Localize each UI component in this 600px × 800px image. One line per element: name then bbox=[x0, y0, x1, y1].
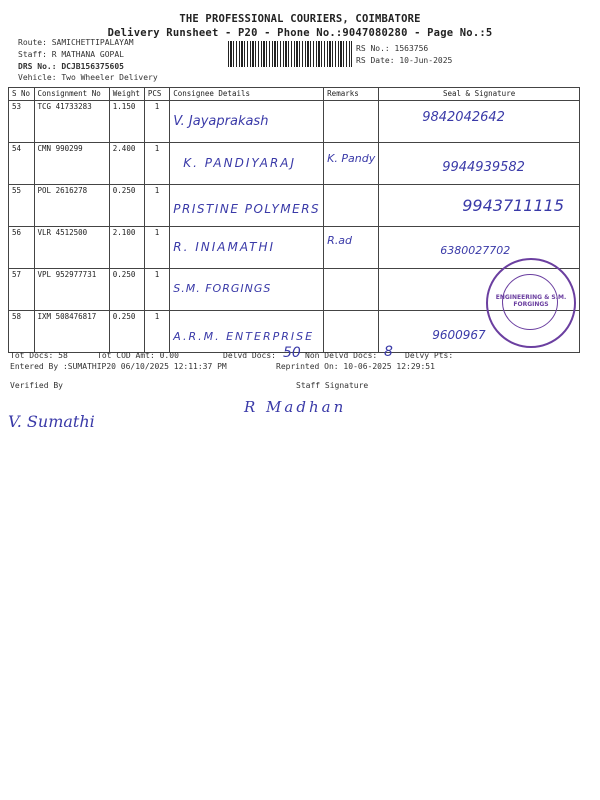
row-consignment: TCG 41733283 bbox=[34, 101, 109, 143]
row-consignment: VPL 952977731 bbox=[34, 269, 109, 311]
row-remarks bbox=[324, 185, 379, 227]
row-consignment: CMN 990299 bbox=[34, 143, 109, 185]
row-pcs: 1 bbox=[144, 311, 169, 353]
runsheet-subtitle: Delivery Runsheet - P20 - Phone No.:9047080280 - Page No.:5 bbox=[107, 27, 493, 39]
vehicle-label: Vehicle: Two Wheeler Delivery bbox=[18, 73, 158, 82]
row-weight: 0.250 bbox=[109, 185, 144, 227]
delivered-docs-handwriting: 50 bbox=[283, 345, 301, 361]
consignee-handwriting: PRISTINE POLYMERS bbox=[173, 202, 321, 216]
consignee-handwriting: S.M. FORGINGS bbox=[173, 282, 272, 295]
row-consignment: POL 2616278 bbox=[34, 185, 109, 227]
remarks-handwriting: K. Pandy bbox=[327, 152, 376, 165]
reprinted-on: Reprinted On: 10-06-2025 12:29:51 bbox=[276, 362, 435, 371]
row-weight: 1.150 bbox=[109, 101, 144, 143]
consignee-handwriting: V. Jayaprakash bbox=[173, 114, 269, 129]
staff-label: Staff: R MATHANA GOPAL bbox=[18, 50, 124, 59]
col-signature: Seal & Signature bbox=[379, 88, 580, 101]
non-delivered-label: Non Delvd Docs: bbox=[305, 351, 378, 360]
staff-signature: R Madhan bbox=[244, 398, 347, 416]
col-weight: Weight bbox=[109, 88, 144, 101]
drs-number: DRS No.: DCJB156375605 bbox=[18, 62, 124, 71]
table-row bbox=[9, 227, 580, 269]
route-label: Route: SAMICHETTIPALAYAM bbox=[18, 38, 134, 47]
row-consignment: IXM 508476817 bbox=[34, 311, 109, 353]
non-delivered-handwriting: 8 bbox=[384, 344, 393, 360]
stamp-text: ENGINEERING & S.M. FORGINGS bbox=[495, 294, 567, 308]
row-pcs: 1 bbox=[144, 269, 169, 311]
table-row bbox=[9, 101, 580, 143]
total-docs: Tot Docs: 58 bbox=[10, 351, 68, 360]
col-consignee: Consignee Details bbox=[170, 88, 324, 101]
row-remarks bbox=[324, 311, 379, 353]
row-remarks bbox=[324, 269, 379, 311]
row-pcs: 1 bbox=[144, 227, 169, 269]
row-remarks bbox=[324, 101, 379, 143]
company-stamp bbox=[486, 258, 576, 348]
staff-signature-label: Staff Signature bbox=[296, 381, 369, 390]
company-name: THE PROFESSIONAL COURIERS, COIMBATORE bbox=[179, 13, 421, 25]
col-pcs: PCS bbox=[144, 88, 169, 101]
consignee-handwriting: K. PANDIYARAJ bbox=[183, 156, 297, 170]
row-sno: 54 bbox=[9, 143, 35, 185]
rs-number: RS No.: 1563756 bbox=[356, 44, 429, 53]
row-sno: 58 bbox=[9, 311, 35, 353]
signature-handwriting: 9600967 bbox=[432, 328, 486, 342]
row-pcs: 1 bbox=[144, 185, 169, 227]
signature-handwriting: 9943711115 bbox=[462, 196, 565, 215]
signature-handwriting: 9842042642 bbox=[422, 110, 505, 125]
col-sno: S No bbox=[9, 88, 35, 101]
delivered-docs-label: Delvd Docs: bbox=[223, 351, 276, 360]
col-remarks: Remarks bbox=[324, 88, 379, 101]
row-weight: 2.100 bbox=[109, 227, 144, 269]
entered-by: Entered By :SUMATHIP20 06/10/2025 12:11:37 PM bbox=[10, 362, 227, 371]
row-sno: 53 bbox=[9, 101, 35, 143]
remarks-handwriting: R.ad bbox=[327, 234, 353, 247]
table-row bbox=[9, 185, 580, 227]
consignee-handwriting: A.R.M. ENTERPRISE bbox=[173, 330, 315, 343]
row-pcs: 1 bbox=[144, 101, 169, 143]
delivery-points-label: Delvy Pts: bbox=[405, 351, 454, 360]
row-weight: 0.250 bbox=[109, 311, 144, 353]
signature-handwriting: 6380027702 bbox=[440, 244, 511, 257]
row-sno: 55 bbox=[9, 185, 35, 227]
row-weight: 0.250 bbox=[109, 269, 144, 311]
total-cod: Tot COD Amt: 0.00 bbox=[97, 351, 179, 360]
row-sno: 56 bbox=[9, 227, 35, 269]
signature-handwriting: 9944939582 bbox=[442, 160, 525, 175]
row-consignment: VLR 4512500 bbox=[34, 227, 109, 269]
verifier-signature: V. Sumathi bbox=[8, 412, 95, 431]
verified-by-label: Verified By bbox=[10, 381, 63, 390]
col-consignment: Consignment No bbox=[34, 88, 109, 101]
table-header-row bbox=[9, 88, 580, 101]
barcode bbox=[228, 41, 352, 67]
row-pcs: 1 bbox=[144, 143, 169, 185]
consignee-handwriting: R. INIAMATHI bbox=[173, 240, 276, 254]
row-weight: 2.400 bbox=[109, 143, 144, 185]
rs-date: RS Date: 10-Jun-2025 bbox=[356, 56, 453, 65]
row-sno: 57 bbox=[9, 269, 35, 311]
table-row bbox=[9, 143, 580, 185]
